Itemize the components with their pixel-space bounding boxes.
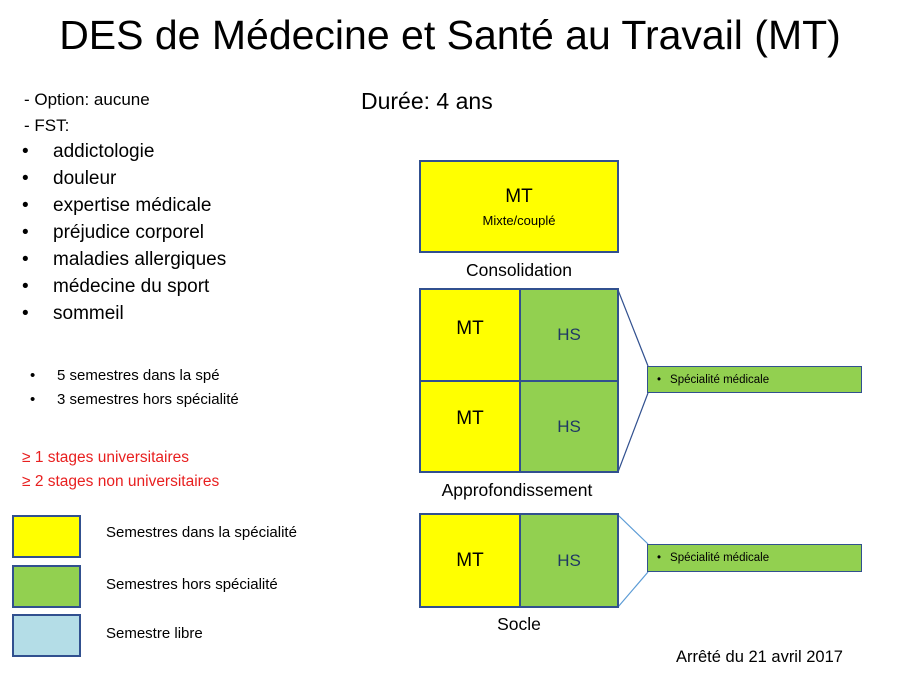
consolidation-box-title: MT	[505, 185, 533, 207]
approfondissement-hs-box-1	[519, 288, 619, 382]
semester-item: • 5 semestres dans la spé	[30, 367, 239, 391]
spec-label: Spécialité médicale	[670, 373, 770, 386]
approfondissement-mt-box-2	[419, 380, 521, 473]
legend-label-out-specialty: Semestres hors spécialité	[106, 576, 278, 593]
semester-item: • 3 semestres hors spécialité	[30, 391, 239, 415]
stage-requirement-univ: ≥ 1 stages universitaires	[22, 449, 190, 466]
approfondissement-hs-box-2	[519, 380, 619, 473]
fst-line: - FST:	[24, 116, 70, 135]
connector-line	[618, 515, 648, 544]
box-label: MT	[456, 549, 484, 571]
bullet-icon: •	[657, 552, 662, 564]
spec-label: Spécialité médicale	[670, 552, 770, 564]
footer-arrete: Arrêté du 21 avril 2017	[676, 648, 843, 666]
stage-requirement-non-univ: ≥ 2 stages non universitaires	[22, 473, 220, 490]
socle-mt-box	[419, 513, 521, 608]
approfondissement-mt-box-1	[419, 288, 521, 382]
consolidation-box-subtitle: Mixte/couplé	[482, 212, 556, 228]
socle-hs-box	[519, 513, 619, 608]
box-label: MT	[456, 408, 484, 429]
connector-line	[618, 572, 648, 607]
phase-label-approfondissement: Approfondissement	[441, 480, 593, 500]
consolidation-box	[419, 160, 619, 253]
legend-label-free: Semestre libre	[106, 625, 203, 642]
bullet-icon: •	[657, 373, 662, 386]
page-title: DES de Médecine et Santé au Travail (MT)	[59, 12, 841, 58]
connector-line	[618, 393, 648, 472]
fst-item: • addictologie	[22, 141, 226, 168]
box-label: HS	[557, 325, 581, 344]
fst-item: • préjudice corporel	[22, 222, 226, 249]
fst-item: • médecine du sport	[22, 276, 226, 303]
fst-item: • maladies allergiques	[22, 249, 226, 276]
phase-label-socle: Socle	[497, 614, 541, 634]
box-label: MT	[456, 318, 484, 339]
box-label: HS	[557, 416, 581, 436]
option-line: - Option: aucune	[24, 90, 150, 109]
specialite-medicale-box-socle	[647, 544, 862, 572]
fst-item: • expertise médicale	[22, 195, 226, 222]
box-label: HS	[557, 550, 581, 570]
fst-item: • sommeil	[22, 303, 226, 330]
phase-label-consolidation: Consolidation	[465, 260, 573, 280]
legend-label-in-specialty: Semestres dans la spécialité	[106, 524, 297, 541]
connector-line	[618, 290, 648, 366]
fst-item: • douleur	[22, 168, 226, 195]
specialite-medicale-box-approfondissement	[647, 366, 862, 393]
duration-label: Durée: 4 ans	[361, 88, 493, 114]
